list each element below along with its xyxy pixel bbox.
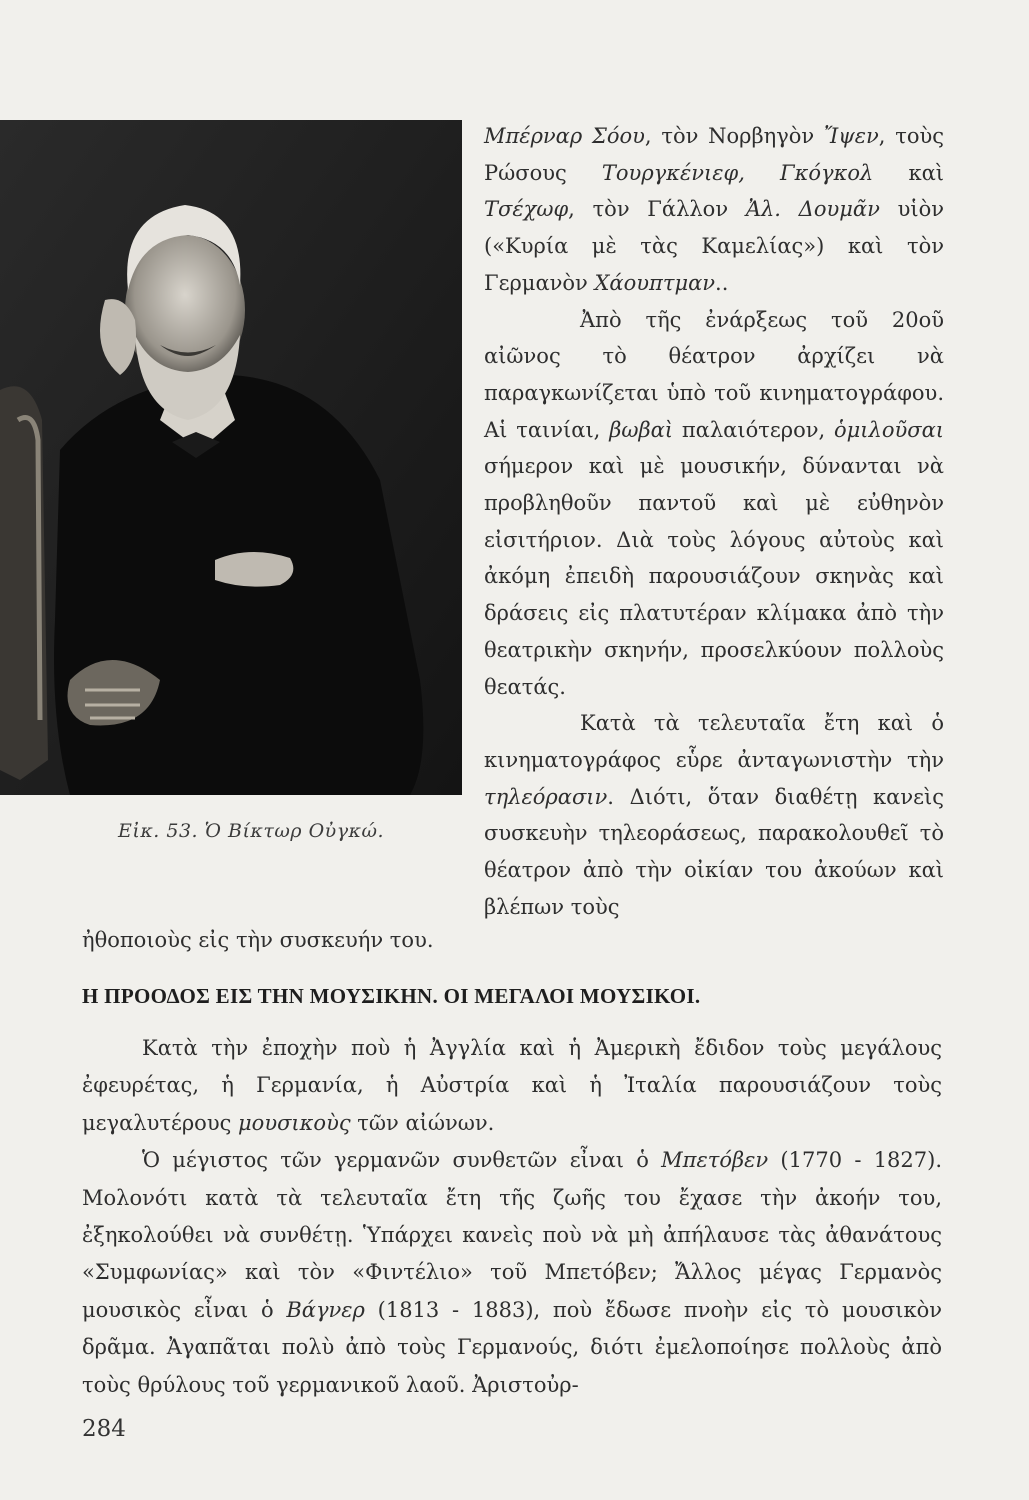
continuation-line: ἠθοποιοὺς εἰς τὴν συσκευήν του. xyxy=(82,928,434,952)
italic-run: Ἴψεν xyxy=(823,124,879,148)
right-column-text xyxy=(484,118,944,925)
italic-run: βωβαὶ xyxy=(609,417,674,442)
text-run: (1770 - 1827). Μολονότι κατὰ τὰ τελευταῖα ἔτη τῆς ζωῆς του ἔχασε τὴν ἀκοήν του, ἐξηκολούθει νὰ συνθέτῃ. Ὑπάρχει κανεὶς ποὺ νὰ μὴ ἀπήλαυσε τὰς ἀθανάτους «Συμφωνίας» καὶ τὸν «Φιντέλιο» τοῦ Μπετόβεν; Ἄλλος μέγας Γερμανὸς μουσικὸς εἶναι ὁ xyxy=(82,1148,942,1322)
paragraph-beethoven-wagner xyxy=(82,1142,942,1404)
italic-run: Χάουπτμαν xyxy=(594,270,716,295)
portrait-photo xyxy=(0,120,462,795)
paragraph-television xyxy=(484,705,944,925)
text-run: Κατὰ τὴν ἐποχὴν ποὺ ἡ Ἀγγλία καὶ ἡ Ἀμερικὴ ἔδιδον τοὺς μεγάλους ἐφευρέτας, ἡ Γερμανία, ἡ Αὐστρία καὶ ἡ Ἰταλία παρουσιάζουν τοὺς μεγαλυτέρους xyxy=(82,1036,942,1135)
italic-run: τηλεόρασιν xyxy=(484,784,608,809)
text-run: υἱὸν («Κυρία μὲ τὰς Καμελίας») καὶ τὸν Γερμανὸν xyxy=(484,197,944,295)
text-run: , τὸν Γάλλον xyxy=(568,197,746,222)
text-run: παλαιότερον, xyxy=(673,417,834,442)
section-heading: Η ΠΡΟΟΔΟΣ ΕΙΣ ΤΗΝ ΜΟΥΣΙΚΗΝ. ΟΙ ΜΕΓΑΛΟΙ ΜΟΥΣΙΚΟΙ. xyxy=(82,984,701,1008)
paragraph-cinema xyxy=(484,302,944,706)
text-run: (1813 - 1883), ποὺ ἔδωσε πνοὴν εἰς τὸ μουσικὸν δρᾶμα. Ἀγαπᾶται πολὺ ἀπὸ τοὺς Γερμανούς, διότι ἐμελοποίησε πολλοὺς ἀπὸ τοὺς θρύλους τοῦ γερμανικοῦ λαοῦ. Ἀριστοὐρ- xyxy=(82,1297,942,1397)
italic-run: Τσέχωφ xyxy=(484,197,569,222)
text-run: τῶν αἰώνων. xyxy=(350,1110,495,1135)
italic-run: Ἀλ. Δουμᾶν xyxy=(745,197,880,222)
italic-run: Τουργκένιεφ, Γκόγκολ xyxy=(601,160,874,185)
paragraph-playwrights xyxy=(484,118,944,302)
text-run: , τὸν Νορβηγὸν xyxy=(644,124,824,148)
text-run: Ἀπὸ τῆς ἐνάρξεως τοῦ 20οῦ αἰῶνος τὸ θέατρον ἀρχίζει νὰ παραγκωνίζεται ὑπὸ τοῦ κινηματογράφου. Αἱ ταινίαι, xyxy=(484,307,944,442)
text-run: . Διότι, ὅταν διαθέτῃ κανεὶς συσκευὴν τηλεοράσεως, παρακολουθεῖ τὸ θέατρον ἀπὸ τὴν οἰκίαν του ἀκούων καὶ βλέπων τοὺς xyxy=(484,784,944,919)
text-run: .. xyxy=(715,270,729,295)
italic-run: μουσικοὺς xyxy=(238,1110,351,1135)
body-text xyxy=(82,1030,942,1404)
page-number: 284 xyxy=(82,1416,126,1442)
text-run: Κατὰ τὰ τελευταῖα ἔτη καὶ ὁ κινηματογράφος εὗρε ἀνταγωνιστὴν τὴν xyxy=(484,711,944,772)
text-run: , τοὺς Ρώσους xyxy=(484,124,944,185)
text-run: καὶ xyxy=(873,160,944,185)
italic-run: ὁμιλοῦσαι xyxy=(834,417,944,442)
figure-caption: Εἰκ. 53. Ὁ Βίκτωρ Οὐγκώ. xyxy=(118,820,385,842)
text-run: Ὁ μέγιστος τῶν γερμανῶν συνθετῶν εἶναι ὁ xyxy=(142,1148,662,1173)
text-run: σήμερον καὶ μὲ μουσικήν, δύνανται νὰ προβληθοῦν παντοῦ καὶ μὲ εὐθηνὸν εἰσιτήριον. Διὰ τοὺς λόγους αὐτοὺς καὶ ἀκόμη ἐπειδὴ παρουσιάζουν σκηνὰς καὶ δράσεις εἰς πλατυτέραν κλίμακα ἀπὸ τὴν θεατρικὴν σκηνήν, προσελκύουν πολλοὺς θεατάς. xyxy=(484,454,944,699)
italic-run: Μπέρναρ Σόου xyxy=(484,124,645,148)
paragraph-music-intro xyxy=(82,1030,942,1142)
portrait-illustration xyxy=(0,120,462,795)
italic-run: Μπετόβεν xyxy=(661,1148,769,1173)
italic-run: Βάγνερ xyxy=(286,1297,365,1322)
